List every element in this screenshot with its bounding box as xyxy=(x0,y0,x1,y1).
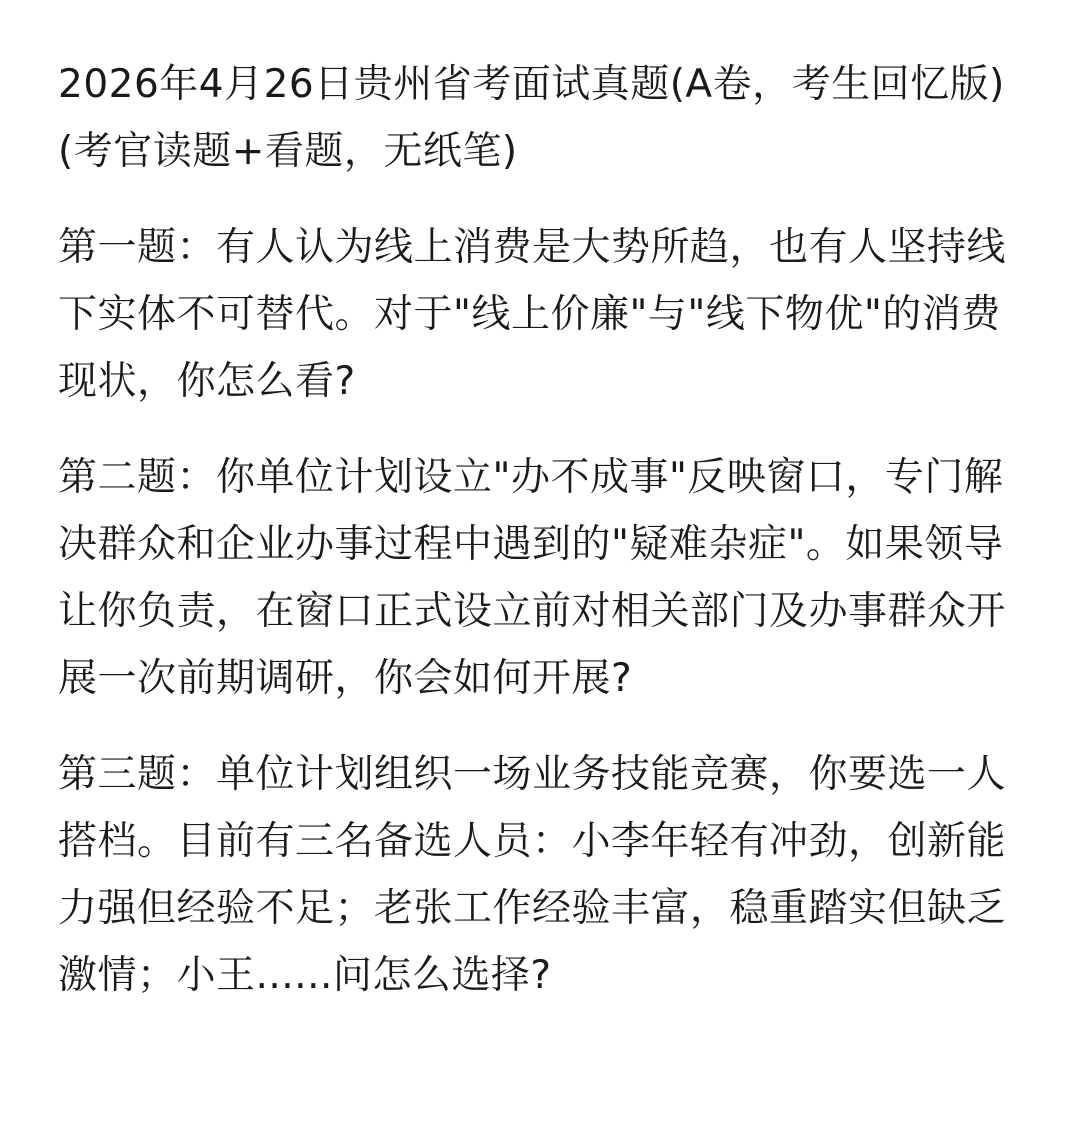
article-body xyxy=(58,51,1030,1009)
question-1: 第一题：有人认为线上消费是大势所趋，也有人坚持线下实体不可替代。对于"线上价廉"与"线下物优"的消费现状，你怎么看? xyxy=(58,225,1007,404)
page-title: 2026年4月26日贵州省考面试真题(A卷，考生回忆版)(考官读题+看题，无纸笔) xyxy=(58,62,1005,174)
question-3: 第三题：单位计划组织一场业务技能竞赛，你要选一人搭档。目前有三名备选人员：小李年轻有冲劲，创新能力强但经验不足；老张工作经验丰富，稳重踏实但缺乏激情；小王......问怎么选择? xyxy=(58,752,1007,998)
question-2: 第二题：你单位计划设立"办不成事"反映窗口，专门解决群众和企业办事过程中遇到的"疑难杂症"。如果领导让你负责，在窗口正式设立前对相关部门及办事群众开展一次前期调研，你会如何开展? xyxy=(58,455,1007,701)
